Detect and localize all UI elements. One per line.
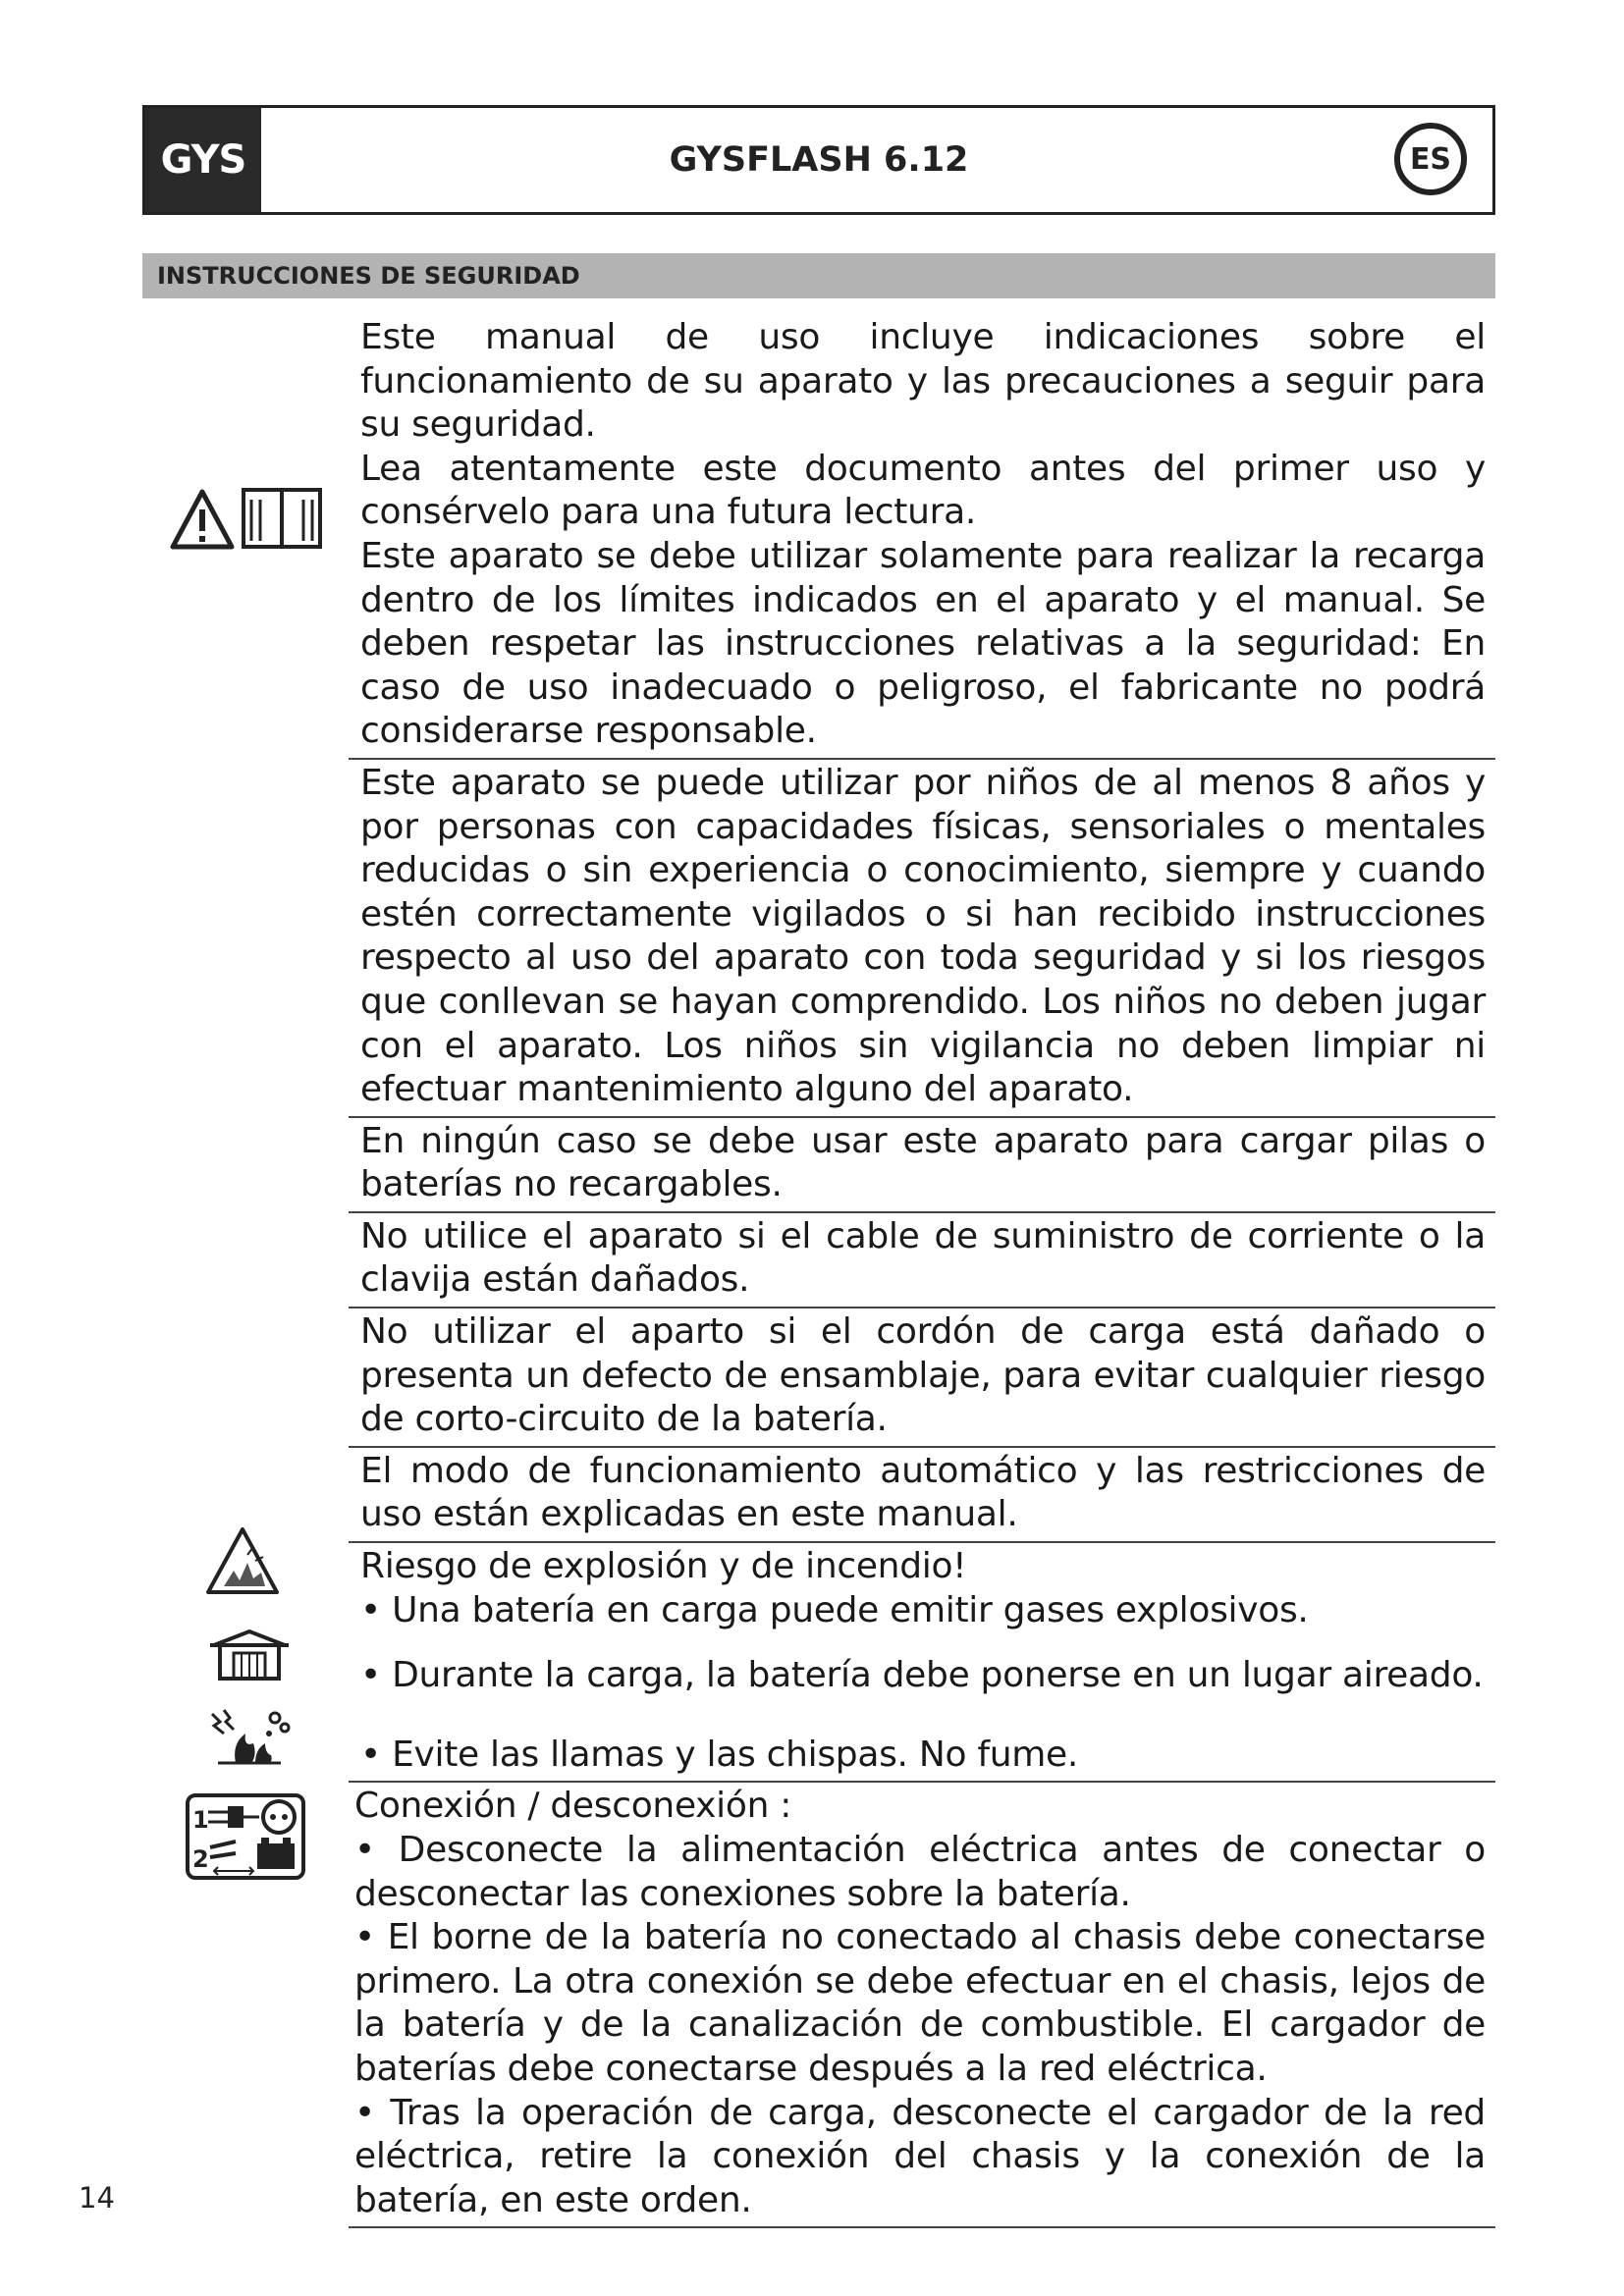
intro-paragraph: Este aparato se debe utilizar solamente para realizar la recarga dentro de los límites indicados en el aparato y el manual. Se deben respetar las instrucciones relativas a la seguridad: En caso de uso inadecuado o peligroso, el fabricante no podrá considerarse responsable.	[360, 535, 1486, 752]
gys-logo: GYS	[145, 108, 261, 212]
intro-block	[349, 314, 1495, 760]
page-number: 14	[79, 2181, 115, 2215]
connection-heading: Conexión / desconexión :	[354, 1786, 792, 1827]
connection-bullet: • El borne de la batería no conectado al chasis debe conectarse primero. La otra conexión se debe efectuar en el chasis, lejos de la batería y de la canalización de combustible. El cargador de baterías debe conectarse después a la red eléctrica.	[354, 1917, 1486, 2089]
document-header	[142, 105, 1495, 215]
non-rechargeable-paragraph: En ningún caso se debe usar este aparato para cargar pilas o baterías no recargables.	[360, 1120, 1486, 1205]
explosion-heading: Riesgo de explosión y de incendio!	[360, 1546, 967, 1587]
connection-block	[349, 1783, 1495, 2228]
connection-bullet: • Tras la operación de carga, desconecte el cargador de la red eléctrica, retire la conexión del chasis y la conexión de la batería, en este orden.	[354, 2092, 1486, 2220]
warning-manual-icon	[169, 486, 324, 551]
automatic-mode-paragraph: El modo de funcionamiento automático y las restricciones de uso están explicadas en este manual.	[360, 1450, 1486, 1535]
automatic-mode-block	[349, 1448, 1495, 1543]
document-title: GYSFLASH 6.12	[669, 140, 969, 180]
svg-text:1: 1	[192, 1806, 209, 1834]
damaged-cable-block	[349, 1213, 1495, 1308]
intro-paragraph: Lea atentamente este documento antes del primer uso y consérvelo para una futura lectura.	[360, 448, 1486, 533]
explosion-bullet: • Durante la carga, la batería debe ponerse en un lugar aireado.	[360, 1655, 1484, 1696]
damaged-cable-paragraph: No utilice el aparato si el cable de suministro de corriente o la clavija están dañados.	[360, 1215, 1486, 1301]
explosion-bullet: • Una batería en carga puede emitir gases explosivos.	[360, 1589, 1309, 1630]
svg-text:2: 2	[192, 1845, 209, 1873]
non-rechargeable-block	[349, 1118, 1495, 1213]
intro-paragraph: Este manual de uso incluye indicaciones sobre el funcionamiento de su aparato y las precauciones a seguir para su seguridad.	[360, 317, 1486, 446]
language-badge: ES	[1394, 123, 1467, 195]
children-paragraph: Este aparato se puede utilizar por niños de al menos 8 años y por personas con capacidades físicas, sensoriales o mentales reducidas o sin experiencia o conocimiento, siempre y cuando estén correctamente vigilados o si han recibido instrucciones respecto al uso del aparato con toda seguridad y si los riesgos que conllevan se hayan comprendido. Los niños no deben jugar con el aparato. Los niños sin vigilancia no deben limpiar ni efectuar mantenimiento alguno del aparato.	[360, 762, 1486, 1110]
ventilated-room-icon	[208, 1628, 291, 1682]
connection-sequence-icon	[185, 1792, 306, 1881]
no-flames-sparks-icon	[206, 1704, 293, 1767]
explosion-warning-icon	[204, 1525, 281, 1596]
charging-cord-block	[349, 1308, 1495, 1448]
section-title: INSTRUCCIONES DE SEGURIDAD	[142, 253, 1495, 298]
explosion-block	[349, 1543, 1495, 1783]
children-block	[349, 760, 1495, 1118]
explosion-bullet: • Evite las llamas y las chispas. No fume.	[360, 1734, 1078, 1775]
charging-cord-paragraph: No utilizar el aparto si el cordón de carga está dañado o presenta un defecto de ensamblaje, para evitar cualquier riesgo de corto-circuito de la batería.	[360, 1311, 1486, 1440]
safety-instructions	[349, 314, 1495, 2228]
connection-bullet: • Desconecte la alimentación eléctrica antes de conectar o desconectar las conexiones sobre la batería.	[354, 1830, 1486, 1914]
